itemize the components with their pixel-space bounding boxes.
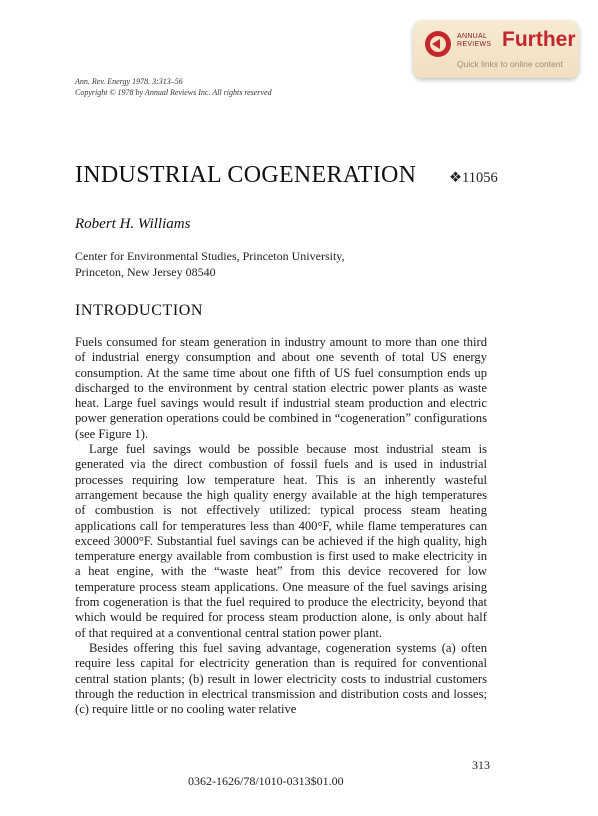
affiliation-line-2: Princeton, New Jersey 08540 [75,265,216,279]
journal-citation: Ann. Rev. Energy 1978. 3:313–56 [75,77,183,86]
annual-reviews-wordmark: ANNUAL REVIEWS [457,33,492,48]
section-heading: INTRODUCTION [75,302,204,319]
affiliation-line-1: Center for Environmental Studies, Princeton University, [75,249,345,263]
further-label: Further [502,28,576,51]
annual-reviews-logo-icon [425,31,451,57]
annual-reviews-further-badge[interactable] [413,20,579,78]
article-body [75,335,487,717]
author-name: Robert H. Williams [75,216,191,232]
article-title: INDUSTRIAL COGENERATION [75,162,417,188]
document-number: ❖11056 [449,170,498,186]
page-number: 313 [472,758,490,772]
paragraph: Besides offering this fuel saving advantage, cogeneration systems (a) often require less capital for electricity generation than is required for conventional central station plants; (b) result in lower electricity costs to industrial customers through the reduction in electrical transmission and distribution costs and losses; (c) require little or no cooling water relative [75,640,487,717]
paragraph: Fuels consumed for steam generation in industry amount to more than one third of industrial energy consumption and about one seventh of total US energy consumption. At the same time about one fifth of US fuel consumption ends up discharged to the environment by central station electric power plants as waste heat. Large fuel savings would result if industrial steam production and electric power generation operations could be combined in “cogeneration” configurations (see Figure 1). [75,335,487,441]
copyright-line: Copyright © 1978 by Annual Reviews Inc. All rights reserved [75,88,272,97]
paragraph: Large fuel savings would be possible because most industrial steam is generated via the direct combustion of fossil fuels and is used in industrial processes requiring low temperature heat. This is an inherently wasteful arrangement because the high quality energy available at the high temperatures of combustion is not effectively utilized: typical process steam heating applications call for temperatures less than 400°F, while flame temperatures can exceed 3000°F. Substantial fuel savings can be achieved if the high quality, high temperature energy available from combustion is first used to make electricity in a heat engine, with the “waste heat” from this device recovered for low temperature process steam applications. One measure of the fuel savings arising from cogeneration is that the fuel required to produce the electricity, beyond that which would be required for process steam production alone, is only about half of that required at a conventional central station power plant. [75,442,487,640]
price-code: 0362-1626/78/1010-0313$01.00 [188,774,344,788]
further-subtitle: Quick links to online content [457,59,563,69]
